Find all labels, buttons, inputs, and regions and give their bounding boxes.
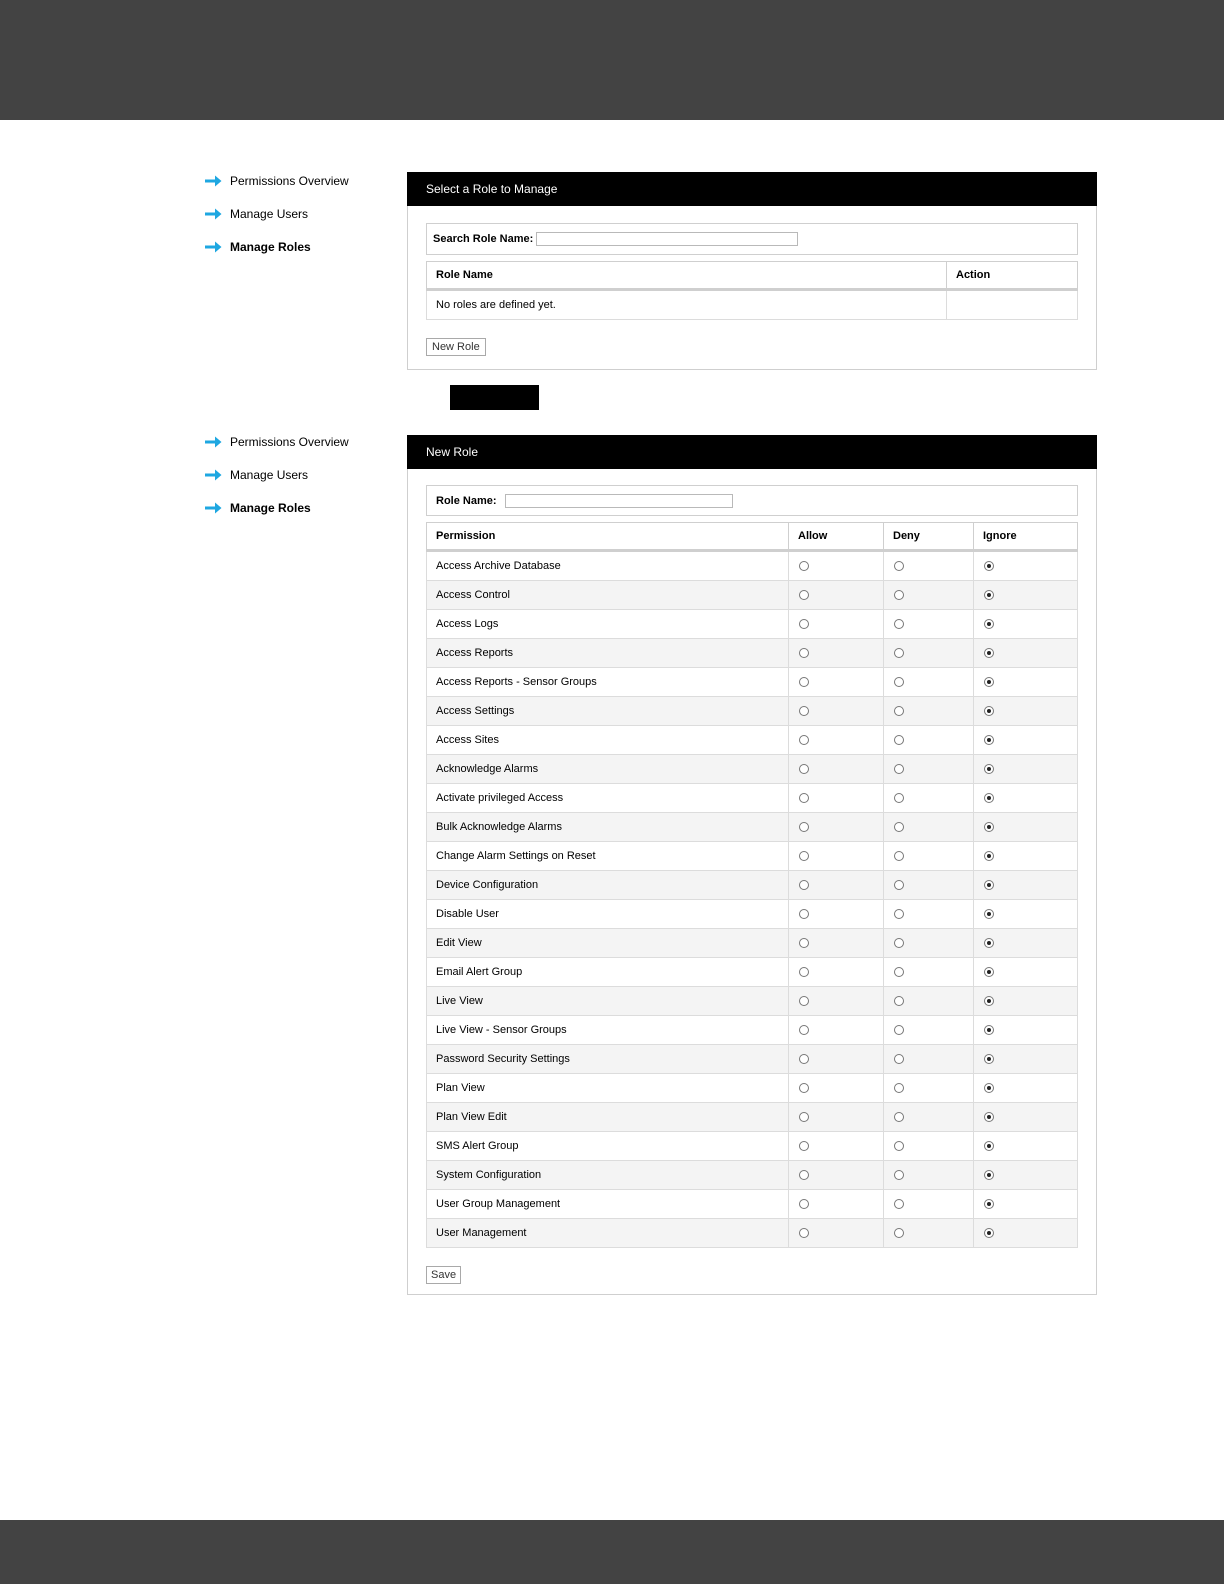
- search-role-input[interactable]: [536, 232, 798, 246]
- table-row: [427, 842, 1078, 871]
- allow-cell: [789, 987, 884, 1016]
- allow-radio[interactable]: [799, 1228, 809, 1238]
- roles-table: [426, 261, 1078, 320]
- allow-cell: [789, 1190, 884, 1219]
- table-row: [427, 784, 1078, 813]
- ignore-radio[interactable]: [984, 1054, 994, 1064]
- table-row: [427, 1045, 1078, 1074]
- ignore-cell: [974, 726, 1078, 755]
- deny-radio[interactable]: [894, 1141, 904, 1151]
- allow-cell: [789, 784, 884, 813]
- ignore-cell: [974, 929, 1078, 958]
- ignore-radio[interactable]: [984, 1141, 994, 1151]
- allow-radio[interactable]: [799, 880, 809, 890]
- allow-cell: [789, 929, 884, 958]
- ignore-cell: [974, 1074, 1078, 1103]
- table-row: [427, 1161, 1078, 1190]
- sidebar-item-label: Manage Roles: [230, 500, 311, 515]
- deny-radio[interactable]: [894, 1112, 904, 1122]
- table-row: [427, 755, 1078, 784]
- permission-name: Plan View Edit: [427, 1103, 789, 1132]
- permission-header: Permission: [427, 523, 789, 551]
- arrow-right-icon: [205, 208, 222, 220]
- deny-cell: [884, 668, 974, 697]
- deny-cell: [884, 813, 974, 842]
- permission-name: Device Configuration: [427, 871, 789, 900]
- sidebar-item-label: Manage Users: [230, 467, 309, 482]
- allow-radio[interactable]: [799, 851, 809, 861]
- sidebar-item-manage-users[interactable]: [205, 197, 385, 230]
- deny-radio[interactable]: [894, 706, 904, 716]
- sidebar-item-label: Manage Roles: [230, 239, 311, 254]
- deny-radio[interactable]: [894, 1054, 904, 1064]
- ignore-header: Ignore: [974, 523, 1078, 551]
- deny-cell: [884, 726, 974, 755]
- deny-cell: [884, 639, 974, 668]
- ignore-cell: [974, 697, 1078, 726]
- deny-radio[interactable]: [894, 880, 904, 890]
- allow-cell: [789, 900, 884, 929]
- ignore-radio[interactable]: [984, 996, 994, 1006]
- sidebar-item-label: Permissions Overview: [230, 173, 349, 188]
- ignore-radio[interactable]: [984, 648, 994, 658]
- permission-name: Access Sites: [427, 726, 789, 755]
- deny-radio[interactable]: [894, 1199, 904, 1209]
- permission-name: Access Logs: [427, 610, 789, 639]
- arrow-right-icon: [205, 502, 222, 514]
- ignore-cell: [974, 755, 1078, 784]
- select-role-panel: [407, 172, 1097, 370]
- table-row: [427, 726, 1078, 755]
- permission-name: Access Archive Database: [427, 551, 789, 581]
- deny-radio[interactable]: [894, 1170, 904, 1180]
- table-row: [427, 610, 1078, 639]
- table-row: [427, 813, 1078, 842]
- deny-cell: [884, 784, 974, 813]
- table-row: [427, 581, 1078, 610]
- permission-name: Live View - Sensor Groups: [427, 1016, 789, 1045]
- deny-radio[interactable]: [894, 735, 904, 745]
- sidebar-item-manage-roles[interactable]: [205, 230, 385, 263]
- permission-name: Acknowledge Alarms: [427, 755, 789, 784]
- permission-name: Edit View: [427, 929, 789, 958]
- ignore-cell: [974, 842, 1078, 871]
- allow-radio[interactable]: [799, 590, 809, 600]
- deny-cell: [884, 987, 974, 1016]
- deny-cell: [884, 697, 974, 726]
- ignore-radio[interactable]: [984, 677, 994, 687]
- allow-radio[interactable]: [799, 938, 809, 948]
- ignore-radio[interactable]: [984, 851, 994, 861]
- ignore-radio[interactable]: [984, 938, 994, 948]
- permission-name: Disable User: [427, 900, 789, 929]
- deny-cell: [884, 1045, 974, 1074]
- allow-radio[interactable]: [799, 909, 809, 919]
- permission-name: Change Alarm Settings on Reset: [427, 842, 789, 871]
- table-row: [427, 900, 1078, 929]
- ignore-cell: [974, 1132, 1078, 1161]
- ignore-cell: [974, 813, 1078, 842]
- allow-cell: [789, 1161, 884, 1190]
- allow-radio[interactable]: [799, 1083, 809, 1093]
- table-row: [427, 958, 1078, 987]
- permission-name: Password Security Settings: [427, 1045, 789, 1074]
- permissions-body: [427, 551, 1078, 1248]
- sidebar-item-label: Manage Users: [230, 206, 309, 221]
- deny-radio[interactable]: [894, 1083, 904, 1093]
- allow-radio[interactable]: [799, 677, 809, 687]
- allow-cell: [789, 755, 884, 784]
- allow-cell: [789, 1103, 884, 1132]
- deny-radio[interactable]: [894, 967, 904, 977]
- allow-radio[interactable]: [799, 793, 809, 803]
- allow-radio[interactable]: [799, 619, 809, 629]
- ignore-radio[interactable]: [984, 590, 994, 600]
- ignore-cell: [974, 668, 1078, 697]
- deny-radio[interactable]: [894, 1228, 904, 1238]
- deny-cell: [884, 842, 974, 871]
- ignore-radio[interactable]: [984, 1112, 994, 1122]
- deny-cell: [884, 581, 974, 610]
- deny-cell: [884, 610, 974, 639]
- deny-radio[interactable]: [894, 764, 904, 774]
- ignore-radio[interactable]: [984, 1170, 994, 1180]
- deny-cell: [884, 1190, 974, 1219]
- ignore-radio[interactable]: [984, 822, 994, 832]
- permission-name: Access Reports: [427, 639, 789, 668]
- permission-name: Email Alert Group: [427, 958, 789, 987]
- new-role-button[interactable]: New Role: [426, 338, 486, 356]
- table-row: [427, 551, 1078, 581]
- ignore-cell: [974, 987, 1078, 1016]
- ignore-cell: [974, 1103, 1078, 1132]
- role-name-input[interactable]: [505, 494, 733, 508]
- allow-radio[interactable]: [799, 735, 809, 745]
- sidebar-item-label: Permissions Overview: [230, 434, 349, 449]
- allow-cell: [789, 610, 884, 639]
- deny-cell: [884, 958, 974, 987]
- ignore-radio[interactable]: [984, 967, 994, 977]
- permission-name: SMS Alert Group: [427, 1132, 789, 1161]
- allow-radio[interactable]: [799, 1199, 809, 1209]
- allow-cell: [789, 639, 884, 668]
- deny-radio[interactable]: [894, 590, 904, 600]
- action-header: Action: [947, 262, 1078, 290]
- ignore-cell: [974, 1190, 1078, 1219]
- ignore-cell: [974, 551, 1078, 581]
- table-row: [427, 929, 1078, 958]
- role-name-header: Role Name: [427, 262, 947, 290]
- permission-name: Access Settings: [427, 697, 789, 726]
- ignore-cell: [974, 1016, 1078, 1045]
- allow-cell: [789, 668, 884, 697]
- arrow-right-icon: [205, 436, 222, 448]
- allow-cell: [789, 1016, 884, 1045]
- ignore-radio[interactable]: [984, 909, 994, 919]
- allow-cell: [789, 1045, 884, 1074]
- deny-radio[interactable]: [894, 851, 904, 861]
- top-band: [0, 0, 1224, 120]
- allow-radio[interactable]: [799, 1141, 809, 1151]
- empty-message: No roles are defined yet.: [427, 290, 947, 320]
- deny-cell: [884, 929, 974, 958]
- black-tab-block: [450, 385, 539, 410]
- table-row: [427, 668, 1078, 697]
- deny-radio[interactable]: [894, 677, 904, 687]
- ignore-radio[interactable]: [984, 1025, 994, 1035]
- allow-cell: [789, 1074, 884, 1103]
- table-row: [427, 1219, 1078, 1248]
- ignore-cell: [974, 639, 1078, 668]
- allow-radio[interactable]: [799, 1170, 809, 1180]
- ignore-radio[interactable]: [984, 561, 994, 571]
- permission-name: Access Control: [427, 581, 789, 610]
- allow-radio[interactable]: [799, 996, 809, 1006]
- table-row: [427, 1190, 1078, 1219]
- deny-radio[interactable]: [894, 822, 904, 832]
- allow-cell: [789, 813, 884, 842]
- sidebar-item-permissions-overview[interactable]: [205, 164, 385, 197]
- ignore-cell: [974, 1219, 1078, 1248]
- deny-header: Deny: [884, 523, 974, 551]
- ignore-radio[interactable]: [984, 880, 994, 890]
- ignore-cell: [974, 871, 1078, 900]
- deny-radio[interactable]: [894, 648, 904, 658]
- ignore-radio[interactable]: [984, 793, 994, 803]
- table-row: [427, 1132, 1078, 1161]
- deny-radio[interactable]: [894, 1025, 904, 1035]
- permission-name: Bulk Acknowledge Alarms: [427, 813, 789, 842]
- deny-radio[interactable]: [894, 793, 904, 803]
- ignore-radio[interactable]: [984, 706, 994, 716]
- deny-cell: [884, 755, 974, 784]
- ignore-cell: [974, 958, 1078, 987]
- permissions-table: [426, 522, 1078, 1248]
- bottom-band: [0, 1520, 1224, 1584]
- permission-name: Plan View: [427, 1074, 789, 1103]
- table-row: [427, 1103, 1078, 1132]
- deny-cell: [884, 1016, 974, 1045]
- ignore-radio[interactable]: [984, 1228, 994, 1238]
- permission-name: Activate privileged Access: [427, 784, 789, 813]
- arrow-right-icon: [205, 241, 222, 253]
- allow-radio[interactable]: [799, 822, 809, 832]
- allow-cell: [789, 1132, 884, 1161]
- permission-name: User Management: [427, 1219, 789, 1248]
- table-row: [427, 697, 1078, 726]
- deny-cell: [884, 1132, 974, 1161]
- allow-cell: [789, 726, 884, 755]
- allow-cell: [789, 842, 884, 871]
- ignore-cell: [974, 610, 1078, 639]
- ignore-cell: [974, 784, 1078, 813]
- allow-radio[interactable]: [799, 1054, 809, 1064]
- allow-radio[interactable]: [799, 1025, 809, 1035]
- search-role-label: Search Role Name:: [433, 233, 534, 245]
- ignore-cell: [974, 581, 1078, 610]
- allow-cell: [789, 581, 884, 610]
- search-role-box: [426, 223, 1078, 255]
- empty-action-cell: [947, 290, 1078, 320]
- ignore-cell: [974, 900, 1078, 929]
- deny-cell: [884, 900, 974, 929]
- deny-cell: [884, 1074, 974, 1103]
- allow-header: Allow: [789, 523, 884, 551]
- sidebar-nav-top: [205, 164, 385, 263]
- allow-radio[interactable]: [799, 1112, 809, 1122]
- new-role-title: New Role: [407, 435, 1097, 469]
- allow-cell: [789, 551, 884, 581]
- allow-radio[interactable]: [799, 648, 809, 658]
- allow-cell: [789, 958, 884, 987]
- ignore-radio[interactable]: [984, 1199, 994, 1209]
- permission-name: Access Reports - Sensor Groups: [427, 668, 789, 697]
- allow-radio[interactable]: [799, 561, 809, 571]
- allow-cell: [789, 697, 884, 726]
- new-role-panel: [407, 435, 1097, 1295]
- role-name-label: Role Name:: [436, 494, 497, 507]
- sidebar-item-manage-roles[interactable]: [205, 491, 385, 524]
- sidebar-item-permissions-overview[interactable]: [205, 425, 385, 458]
- deny-cell: [884, 1103, 974, 1132]
- allow-cell: [789, 871, 884, 900]
- permission-name: Live View: [427, 987, 789, 1016]
- save-button[interactable]: Save: [426, 1266, 461, 1284]
- deny-cell: [884, 1161, 974, 1190]
- deny-radio[interactable]: [894, 938, 904, 948]
- allow-radio[interactable]: [799, 967, 809, 977]
- deny-cell: [884, 1219, 974, 1248]
- arrow-right-icon: [205, 469, 222, 481]
- ignore-radio[interactable]: [984, 764, 994, 774]
- deny-radio[interactable]: [894, 909, 904, 919]
- allow-cell: [789, 1219, 884, 1248]
- deny-radio[interactable]: [894, 619, 904, 629]
- permission-name: User Group Management: [427, 1190, 789, 1219]
- sidebar-item-manage-users[interactable]: [205, 458, 385, 491]
- permission-name: System Configuration: [427, 1161, 789, 1190]
- role-name-box: [426, 485, 1078, 516]
- select-role-title: Select a Role to Manage: [407, 172, 1097, 206]
- ignore-cell: [974, 1045, 1078, 1074]
- table-row: [427, 290, 1078, 320]
- table-row: [427, 987, 1078, 1016]
- ignore-radio[interactable]: [984, 735, 994, 745]
- deny-radio[interactable]: [894, 561, 904, 571]
- sidebar-nav-bottom: [205, 425, 385, 524]
- arrow-right-icon: [205, 175, 222, 187]
- deny-cell: [884, 551, 974, 581]
- ignore-cell: [974, 1161, 1078, 1190]
- allow-radio[interactable]: [799, 764, 809, 774]
- table-row: [427, 871, 1078, 900]
- table-row: [427, 1074, 1078, 1103]
- allow-radio[interactable]: [799, 706, 809, 716]
- ignore-radio[interactable]: [984, 619, 994, 629]
- ignore-radio[interactable]: [984, 1083, 994, 1093]
- deny-radio[interactable]: [894, 996, 904, 1006]
- table-row: [427, 1016, 1078, 1045]
- table-row: [427, 639, 1078, 668]
- deny-cell: [884, 871, 974, 900]
